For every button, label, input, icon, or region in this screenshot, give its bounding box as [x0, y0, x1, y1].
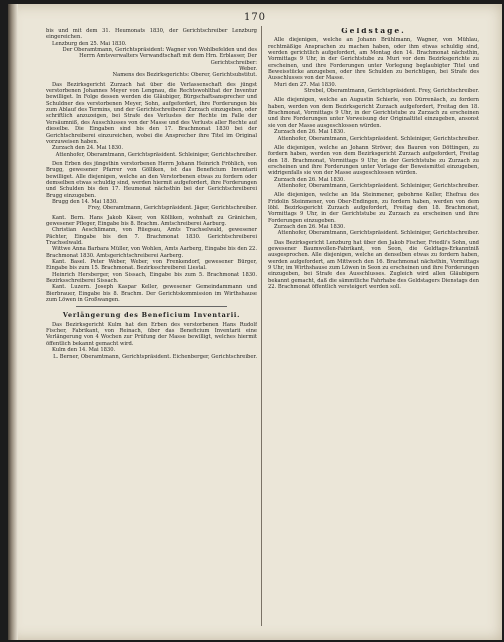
page-number: 170	[243, 12, 267, 23]
notice-paragraph: Wittwe Anna Barbara Müller, von Wohlen, Amts Aarberg, Eingabe bis den 22. Brachmonat 1830. Amtsgerichtschreiberei Aarberg.	[46, 246, 257, 259]
notice-paragraph: Alle diejenigen, welche an Ida Steinmener, gebohrne Keller, Ehefrau des Fridolin Steinmener, von Ober-Endingen, zu fordern haben, werden von dem löbl. Bezirksgericht Zurzach aufgefordert, Freitag den 18. Brachmonat, Vormittags 9 Uhr, in der Gerichtstube zu Zurzach zu erscheinen und ihre Forderungen einzugeben.	[268, 192, 479, 224]
notice-paragraph: Alle diejenigen, welche an Johann Brühlmann, Wagner, von Mühlau, rechtmäßige Ansprachen zu machen haben, oder ihm etwas schuldig sind, werden gerichtlich aufgefordert, am Montag den 14. Brachmonat nächsthin, Vormittags 9 Uhr, in der Gerichtstube zu Muri vor dem Bezirksgerichte zu erscheinen, und ihre Forderungen unter Vorlegung beglaubigter Titel und Beweisstücke anzugeben, oder ihre Schulden zu berichtigen, bei Strafe des Ausschlusses von der Masse.	[268, 37, 479, 82]
notice-paragraph: Den Erben des jüngsthin verstorbenen Herrn Johann Heinrich Fröhlich, von Brugg, gewesener Pfarrer von Gölliken, ist das Beneficium Inventarii bewilliget. Alle diejenigen, welche an den Verstorbenen etwas zu fordern oder demselben etwas schuldig sind, werden hiermit aufgefordert, ihre Forderungen und Schulden bis den 17. Heumonat nächsthin bei der Gerichtschreiberei Brugg einzugeben.	[46, 160, 257, 199]
signature-block: Namens des Bezirksgerichts: Oberer, Gerichtsubstitut.	[112, 72, 257, 79]
date-line: Muri den 27. Mai 1830.	[274, 81, 337, 88]
signature-block: Attenhofer, Oberamtmann, Gerichtspräsident. Schleiniger, Gerichtschreiber.	[277, 182, 479, 189]
notice-paragraph: Heinrich Hersberger, von Sissach, Eingabe bis zum 5. Brachmonat 1830. Bezirksschreiberei Sissach.	[46, 271, 257, 285]
date-line: Zurzach den 26. Mai 1830.	[274, 129, 345, 136]
section-divider	[76, 306, 227, 307]
document-page	[8, 4, 502, 640]
signature-block: Strebel, Oberamtmann, Gerichtspräsident. Frey, Gerichtschreiber.	[304, 88, 479, 95]
date-line: Lenzburg den 25. Mai 1830.	[52, 40, 127, 47]
intro-paragraph: bis und mit dem 31. Heumonats 1830, der Gerichtschreiber Lenzburg eingereichen.	[46, 28, 257, 41]
notice-paragraph: Das Bezirksgericht Kulm hat den Erben des verstorbenen Hans Rudolf Fischer, Fabrikant, von Reinach, über das Beneficium Inventarii eine Verlängerung von 4 Wochen zur Prüfung der Masse bewilligt, welches hiermit öffentlich bekannt gemacht wird.	[46, 321, 257, 347]
date-line: Zurzach den 26. Mai 1830.	[274, 223, 345, 230]
signature-block: Attenhofer, Oberamtmann, Gerichtspräsident. Schleiniger, Gerichtschreiber.	[55, 151, 257, 158]
signature-block: Frey, Oberamtmann, Gerichtspräsident. Jäger, Gerichtschreiber.	[87, 205, 257, 212]
column-divider	[261, 26, 262, 626]
date-line: Zurzach den 24. Mai 1830.	[52, 145, 123, 152]
right-column	[268, 28, 479, 628]
notice-paragraph: Das Bezirksgericht Zurzach hat über die Verlassenschaft des jüngst verstorbenen Johannes Meyer von Lengnau, die Rechtswohlthat der Inventur bewilliget. In Folge dessen werden die Gläubiger, Bürgschaftsansprecher und Schuldner des verstorbenen Meyer, Sohn, aufgefordert, ihre Forderungen bis zum Ablauf des Termins, und der Gerichtschreiberei Zurzach einzugeben, oder schriftlich anzuzeigen, bei Strafe des Verlustes der Rechte im Falle der Versäumniß, des Ausschlusses von der Masse und des Verlusts aller Rechte auf dieselbe. Die Eingaben sind bis den 17. Brachmonat 1830 bei der Gerichtschreiberei einzureichen, wobei die Ansprecher ihre Titel im Original vorzuweisen haben.	[46, 81, 257, 145]
signature-block: Attenhofer, Oberamtmann, Gerichtspräsident. Schleiniger, Gerichtschreiber.	[277, 230, 479, 237]
signature-block: Der Oberamtmann, Gerichtspräsident: Wagner von Wohlbefelden und des Herrn Amtsverwalters Verwandtschaft mit dem Hrn. Erblasser, Der Gerichtschreiber:	[62, 47, 257, 66]
date-line: Brugg den 14. Mai 1830.	[52, 198, 118, 205]
notice-paragraph: Kant. Bern. Hans Jakob Käser, von Kölliken, wohnhaft zu Gränichen, gewesener Pfleger, Eingabe bis 8. Brachm. Amtschreiberei Aarburg.	[46, 214, 257, 227]
section-heading: Geldstage.	[341, 28, 406, 35]
section-heading: Verlängerung des Beneficium Inventarii.	[62, 311, 241, 320]
notice-paragraph: Alle diejenigen, welche an Johann Ströver, des Bauren von Döttingen, zu fordern haben, werden von dem Bezirksgericht Zurzach aufgefordert, Freitag den 18. Brachmonat, Vormittags 9 Uhr, in der Gerichtstube zu Zurzach zu erscheinen und ihre Forderungen unter Vorlage der Beweismittel einzugeben, widrigenfalls sie von der Masse ausgeschlossen würden.	[268, 144, 479, 177]
date-line: Zurzach den 26. Mai 1830.	[274, 176, 345, 183]
signature-name: Weber.	[239, 66, 257, 73]
notice-paragraph: Christian Aeschlimann, von Rüegsau, Amts Trachselwald, gewesener Pächter, Eingabe bis den 7. Brachmonat 1830. Gerichtschreiberei Trachselwald.	[46, 227, 257, 246]
notice-paragraph: Kant. Basel. Peter Weber, Weber, von Frenkendorf, gewesener Bürger, Eingabe bis zum 15. Brachmonat. Bezirksschreiberei Liestal.	[46, 259, 257, 272]
notice-paragraph: Das Bezirksgericht Lenzburg hat über den Jakob Fischer, Friedli's Sohn, und gewesener Baumwollen-Fabrikant, von Seon, die Geldtags-Erkanntniß ausgesprochen. Alle diejenigen, welche an denselben etwas zu fordern haben, werden aufgefordert, am Mittwoch den 16. Brachmonat nächsthin, Vormittags 9 Uhr, im Wirthshause zum Löwen in Seon zu erscheinen und ihre Forderungen einzugeben, bei Strafe des Ausschlusses. Zugleich wird allen Gläubigern bekannt gemacht, daß die sämmtliche Fahrhabe des Geldstagers Dienstags den 22. Brachmonat öffentlich versteigert werden soll.	[268, 239, 479, 291]
left-column	[46, 28, 257, 628]
book-gutter	[8, 4, 18, 640]
notice-paragraph: Kant. Luzern. Joseph Kaspar Keller, gewesener Gemeindammann und Bierbrauer, Eingabe bis 8. Brachm. Der Gerichtskommission im Wirthshause zum Löwen in Großwangen.	[46, 284, 257, 304]
signature-block: Attenhofer, Oberamtmann, Gerichtspräsident. Schleiniger, Gerichtschreiber.	[277, 135, 479, 142]
signature-block: L. Berner, Oberamtmann, Gerichtspräsident. Eichenberger, Gerichtschreiber.	[53, 353, 257, 360]
notice-paragraph: Alle diejenigen, welche an Augustin Schierle, von Dürrenäsch, zu fordern haben, werden von dem Bezirksgericht Zurzach aufgefordert, Freitag den 18. Brachmonat, Vormittags 9 Uhr, in der Gerichtstube zu Zurzach zu erscheinen und ihre Forderungen unter Vorweisung der Originaltitel einzugeben, ansonst sie von der Masse ausgeschlossen würden.	[268, 97, 479, 129]
date-line: Kulm den 14. Mai 1830.	[52, 347, 116, 354]
